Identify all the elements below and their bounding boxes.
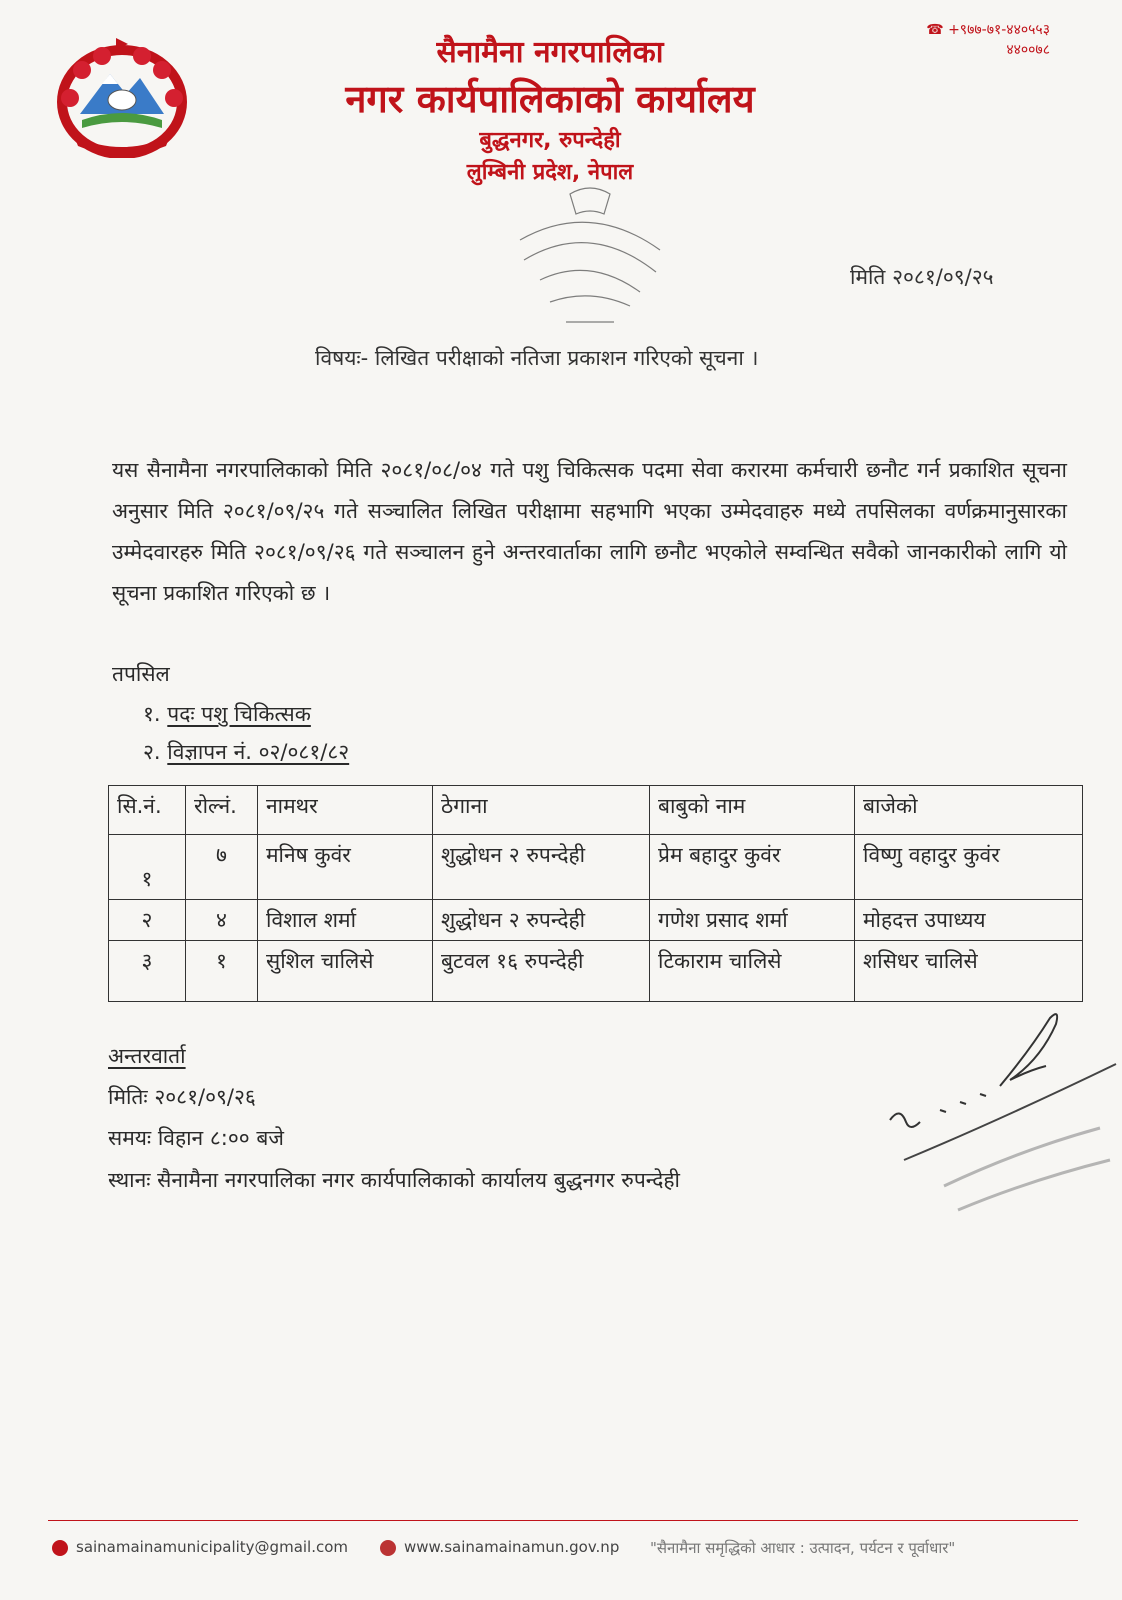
advert-item-number: २. bbox=[143, 740, 161, 764]
post-item-number: १. bbox=[143, 702, 161, 726]
advert-item bbox=[143, 738, 349, 766]
footer-website bbox=[380, 1538, 619, 1556]
cell-address: शुद्धोधन २ रुपन्देही bbox=[433, 900, 650, 941]
cell-father: गणेश प्रसाद शर्मा bbox=[650, 900, 855, 941]
table-row bbox=[109, 941, 1083, 1002]
officer-signature bbox=[880, 1010, 1120, 1220]
tapasil-label: तपसिल bbox=[112, 662, 170, 686]
footer-email-text: sainamainamunicipality@gmail.com bbox=[76, 1538, 349, 1556]
office-address: बुद्धनगर, रुपन्देही bbox=[479, 128, 621, 153]
post-item-text: पदः पशु चिकित्सक bbox=[167, 702, 311, 726]
cell-serial: ३ bbox=[109, 941, 186, 1002]
interview-date: मितिः २०८१/०९/२६ bbox=[108, 1085, 256, 1109]
cell-name: मनिष कुवंर bbox=[258, 835, 433, 900]
globe-icon bbox=[380, 1540, 396, 1556]
col-name: नामथर bbox=[258, 786, 433, 835]
candidate-table bbox=[108, 785, 1083, 1002]
col-grandfather: बाजेको bbox=[855, 786, 1083, 835]
cell-name: सुशिल चालिसे bbox=[258, 941, 433, 1002]
cell-roll: ४ bbox=[186, 900, 258, 941]
interview-time: समयः विहान ८:०० बजे bbox=[108, 1126, 284, 1150]
notice-date: मिति २०८१/०९/२५ bbox=[850, 265, 994, 289]
col-address: ठेगाना bbox=[433, 786, 650, 835]
footer-slogan: "सैनामैना समृद्धिको आधार : उत्पादन, पर्यटन र पूर्वाधार" bbox=[650, 1539, 956, 1557]
col-roll: रोल्नं. bbox=[186, 786, 258, 835]
post-item bbox=[143, 700, 311, 728]
notice-body: यस सैनामैना नगरपालिकाको मिति २०८१/०८/०४ गते पशु चिकित्सक पदमा सेवा करारमा कर्मचारी छनौट गर्न प्रकाशित सूचना अनुसार मिति २०८१/०९/२५ गते सञ्चालित लिखित परीक्षामा सहभागि भएका उम्मेदवाहरु मध्ये तपसिलका वर्णक्रमानुसारका उम्मेदवारहरु मिति २०८१/०९/२६ गते सञ्चालन हुने अन्तरवार्ताका लागि छनौट भएकोले सम्वन्धित सवैको जानकारीको लागि यो सूचना प्रकाशित गरिएको छ । bbox=[112, 458, 1067, 605]
cell-grandfather: शसिधर चालिसे bbox=[855, 941, 1083, 1002]
table-header-row bbox=[109, 786, 1083, 835]
office-province: लुम्बिनी प्रदेश, नेपाल bbox=[466, 160, 634, 185]
office-name: नगर कार्यपालिकाको कार्यालय bbox=[345, 77, 755, 121]
table-row bbox=[109, 835, 1083, 900]
footer-divider bbox=[48, 1520, 1078, 1521]
cell-address: बुटवल १६ रुपन्देही bbox=[433, 941, 650, 1002]
notice-subject: विषयः- लिखित परीक्षाको नतिजा प्रकाशन गरिएको सूचना । bbox=[315, 346, 759, 370]
table-row bbox=[109, 900, 1083, 941]
cell-roll: ७ bbox=[186, 835, 258, 900]
cell-grandfather: मोहदत्त उपाध्यय bbox=[855, 900, 1083, 941]
nepal-emblem-logo bbox=[52, 36, 192, 158]
municipality-name: सैनामैना नगरपालिका bbox=[436, 35, 664, 70]
cell-father: प्रेम बहादुर कुवंर bbox=[650, 835, 855, 900]
cell-serial: १ bbox=[109, 835, 186, 900]
cell-serial: २ bbox=[109, 900, 186, 941]
col-serial: सि.नं. bbox=[109, 786, 186, 835]
col-father: बाबुको नाम bbox=[650, 786, 855, 835]
office-stamp bbox=[500, 180, 680, 340]
interview-place: स्थानः सैनामैना नगरपालिका नगर कार्यपालिकाको कार्यालय बुद्धनगर रुपन्देही bbox=[108, 1168, 680, 1192]
cell-address: शुद्धोधन २ रुपन्देही bbox=[433, 835, 650, 900]
cell-name: विशाल शर्मा bbox=[258, 900, 433, 941]
footer-email bbox=[52, 1538, 348, 1556]
phone-block bbox=[926, 20, 1050, 60]
interview-title: अन्तरवार्ता bbox=[108, 1044, 186, 1068]
cell-roll: १ bbox=[186, 941, 258, 1002]
advert-item-text: विज्ञापन नं. ०२/०८१/८२ bbox=[167, 740, 350, 764]
mail-icon bbox=[52, 1540, 68, 1556]
phone-extension: ४४००७८ bbox=[1006, 42, 1050, 58]
footer-website-text: www.sainamainamun.gov.np bbox=[404, 1538, 620, 1556]
phone-number: ☎ +९७७-७१-४४०५५३ bbox=[926, 22, 1050, 38]
cell-father: टिकाराम चालिसे bbox=[650, 941, 855, 1002]
cell-grandfather: विष्णु वहादुर कुवंर bbox=[855, 835, 1083, 900]
